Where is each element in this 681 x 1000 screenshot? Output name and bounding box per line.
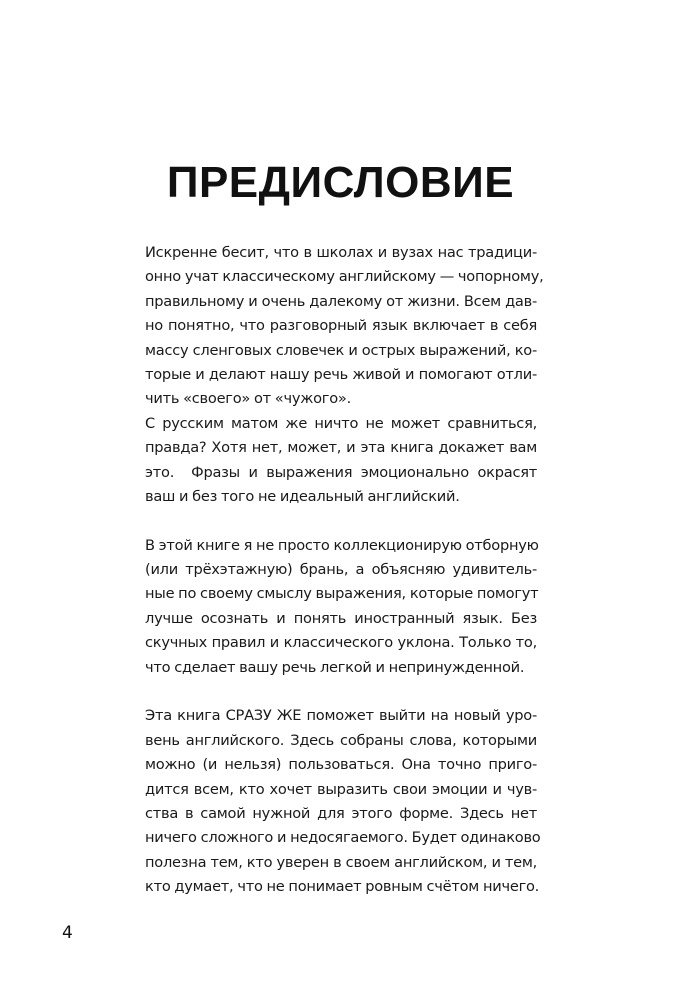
text-line: полезна тем, кто уверен в своем английском, и тем,	[145, 853, 537, 871]
page-number: 4	[62, 923, 73, 943]
text-line: ные по своему смыслу выражения, которые помогут	[145, 585, 539, 603]
text-line: онно учат классическому английскому — чопорному,	[145, 268, 544, 286]
text-line: В этой книге я не просто коллекционирую отборную	[145, 536, 539, 554]
text-line: Искренне бесит, что в школах и вузах нас традици-	[145, 244, 537, 261]
text-line: правда? Хотя нет, может, и эта книга докажет вам	[145, 439, 537, 457]
text-line: правильному и очень далекому от жизни. Всем дав-	[145, 292, 537, 310]
page-title: ПРЕДИСЛОВИЕ	[166, 158, 515, 207]
paragraph	[145, 412, 537, 510]
text-line: что сделает вашу речь легкой и непринужденной.	[145, 658, 525, 676]
text-line: можно (и нельзя) пользоваться. Она точно приго-	[145, 756, 537, 774]
paragraph	[145, 704, 541, 899]
text-line: скучных правил и классического уклона. Только то,	[145, 634, 537, 652]
preface-body	[145, 241, 544, 924]
text-line: (или трёхэтажную) брань, а объясняю удивитель-	[145, 561, 537, 579]
text-line: ваш и без того не идеальный английский.	[145, 487, 460, 505]
paragraph	[145, 534, 537, 680]
text-line: ства в самой нужной для этого форме. Здесь нет	[145, 804, 537, 822]
text-line: Эта книга СРАЗУ ЖЕ поможет выйти на новый уро-	[145, 707, 537, 725]
text-line: С русским матом же ничто не может сравниться,	[145, 414, 537, 432]
text-line: массу сленговых словечек и острых выражений, ко-	[145, 341, 537, 359]
paragraph	[145, 241, 544, 412]
text-line: дится всем, кто хочет выразить свои эмоции и чув-	[145, 780, 537, 798]
text-line: вень английского. Здесь собраны слова, которыми	[145, 731, 537, 749]
text-line: ничего сложного и недосягаемого. Будет одинаково	[145, 829, 541, 847]
text-line: лучше осознать и понять иностранный язык. Без	[145, 609, 537, 627]
text-line: это. Фразы и выражения эмоционально окрасят	[145, 463, 537, 481]
text-line: но понятно, что разговорный язык включает в себя	[145, 317, 537, 335]
text-line: торые и делают нашу речь живой и помогают отли-	[145, 365, 537, 383]
text-line: чить «своего» от «чужого».	[145, 390, 351, 408]
text-line: кто думает, что не понимает ровным счётом ничего.	[145, 878, 540, 896]
